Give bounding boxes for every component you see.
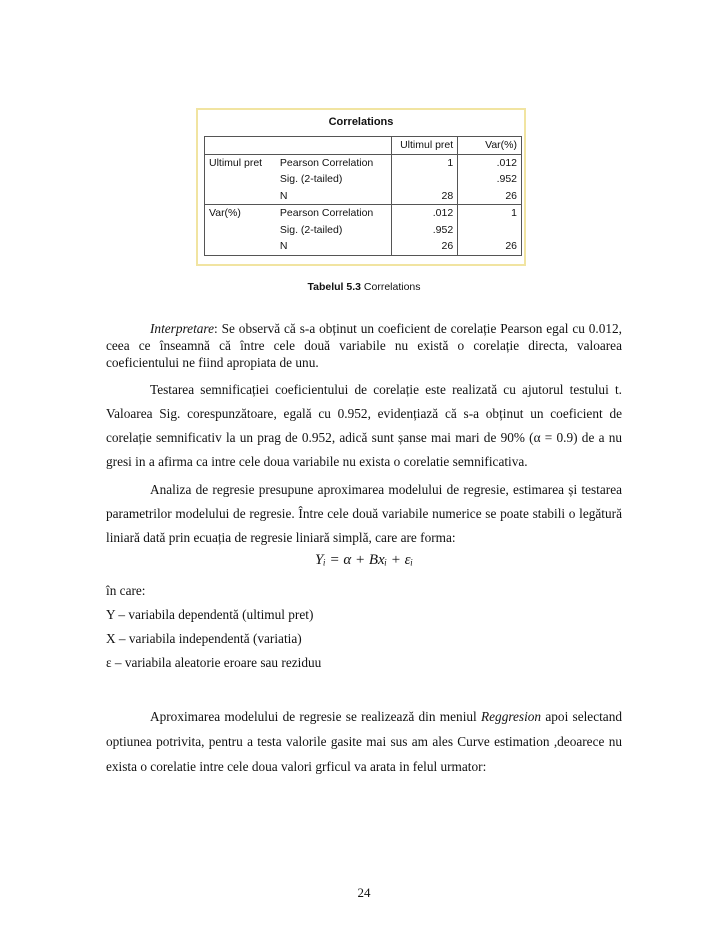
header-empty-cell <box>205 137 276 155</box>
cell-value: 26 <box>458 238 522 255</box>
row-stat-label: Pearson Correlation <box>276 205 392 222</box>
header-empty-cell <box>276 137 392 155</box>
row-group-label <box>205 188 276 205</box>
row-group-label <box>205 171 276 188</box>
cell-value: .952 <box>458 171 522 188</box>
paragraph-significance: Testarea semnificației coeficientului de corelație este realizată cu ajutorul testului t. Valoarea Sig. corespunzătoare, egală cu 0.952, evidențiază că s-a obținut un coeficient de corelație semnificativ la un prag de 0.952, adică sunt șanse mai mari de 90% (α = 0.9) de a nu gresi in a afirma ca intre cele doua variabile nu exista o corelatie semnificativa. <box>106 382 622 469</box>
page-number: 24 <box>357 885 371 900</box>
paragraph-regression: Analiza de regresie presupune aproximarea modelului de regresie, estimarea și testarea parametrilor modelului de regresie. Între cele două variabile numerice se poate stabili o legătură liniară dată prin ecuația de regresie liniară simplă, care are forma: <box>106 482 622 545</box>
col-header: Var(%) <box>458 137 522 155</box>
paragraph-interpretation <box>106 320 622 371</box>
interpretation-text: : Se observă că s-a obținut un coeficient de corelație Pearson egal cu 0.012, ceea ce înseamnă că între cele două variabile nu există o corelație directa, valoarea coeficientului ne fiind apropiata de unu. <box>106 321 622 370</box>
interpretation-term: Interpretare <box>150 321 215 336</box>
row-stat-label: Sig. (2-tailed) <box>276 222 392 239</box>
caption-text: Correlations <box>363 281 421 293</box>
definition-line: Y – variabila dependentă (ultimul pret) <box>106 607 314 622</box>
cell-value: 28 <box>392 188 458 205</box>
caption-label: Tabelul 5.3 <box>307 281 361 293</box>
approximation-text-before: Aproximarea modelului de regresie se realizează din meniul <box>150 709 482 724</box>
cell-value: .952 <box>392 222 458 239</box>
menu-name: Reggresion <box>481 709 542 724</box>
cell-value: 26 <box>458 188 522 205</box>
col-header: Ultimul pret <box>392 137 458 155</box>
definition-line: X – variabila independentă (variatia) <box>106 631 302 646</box>
row-stat-label: N <box>276 188 392 205</box>
paragraph-approximation <box>106 704 622 779</box>
table-header-row <box>205 137 522 155</box>
row-stat-label: N <box>276 238 392 255</box>
row-group-label <box>205 222 276 239</box>
cell-value: 1 <box>458 205 522 222</box>
row-group-label: Var(%) <box>205 205 276 222</box>
definition-line: ε – variabila aleatorie eroare sau reziduu <box>106 655 322 670</box>
approximation-text-after: apoi selectand optiunea potrivita, pentru a testa valorile gasite mai sus am ales Curve estimation ,deoarece nu exista o corelatie intre cele doua valori grficul va arata in felul urmator: <box>106 709 622 774</box>
table-row <box>205 188 522 205</box>
table-row <box>205 222 522 239</box>
cell-value: .012 <box>392 205 458 222</box>
cell-value: 26 <box>392 238 458 255</box>
row-stat-label: Sig. (2-tailed) <box>276 171 392 188</box>
table-row <box>205 171 522 188</box>
correlations-table-output <box>196 108 526 266</box>
row-stat-label: Pearson Correlation <box>276 154 392 171</box>
cell-value: .012 <box>458 154 522 171</box>
table-title: Correlations <box>328 116 394 128</box>
cell-value <box>458 222 522 239</box>
cell-value: 1 <box>392 154 458 171</box>
correlations-table <box>204 136 522 256</box>
cell-value <box>392 171 458 188</box>
definition-line: în care: <box>106 583 146 598</box>
table-row <box>205 205 522 222</box>
table-row <box>205 154 522 171</box>
regression-formula: Yᵢ = α + Bxᵢ + εᵢ <box>315 552 413 568</box>
table-row <box>205 238 522 255</box>
table-caption <box>0 281 728 293</box>
row-group-label <box>205 238 276 255</box>
row-group-label: Ultimul pret <box>205 154 276 171</box>
